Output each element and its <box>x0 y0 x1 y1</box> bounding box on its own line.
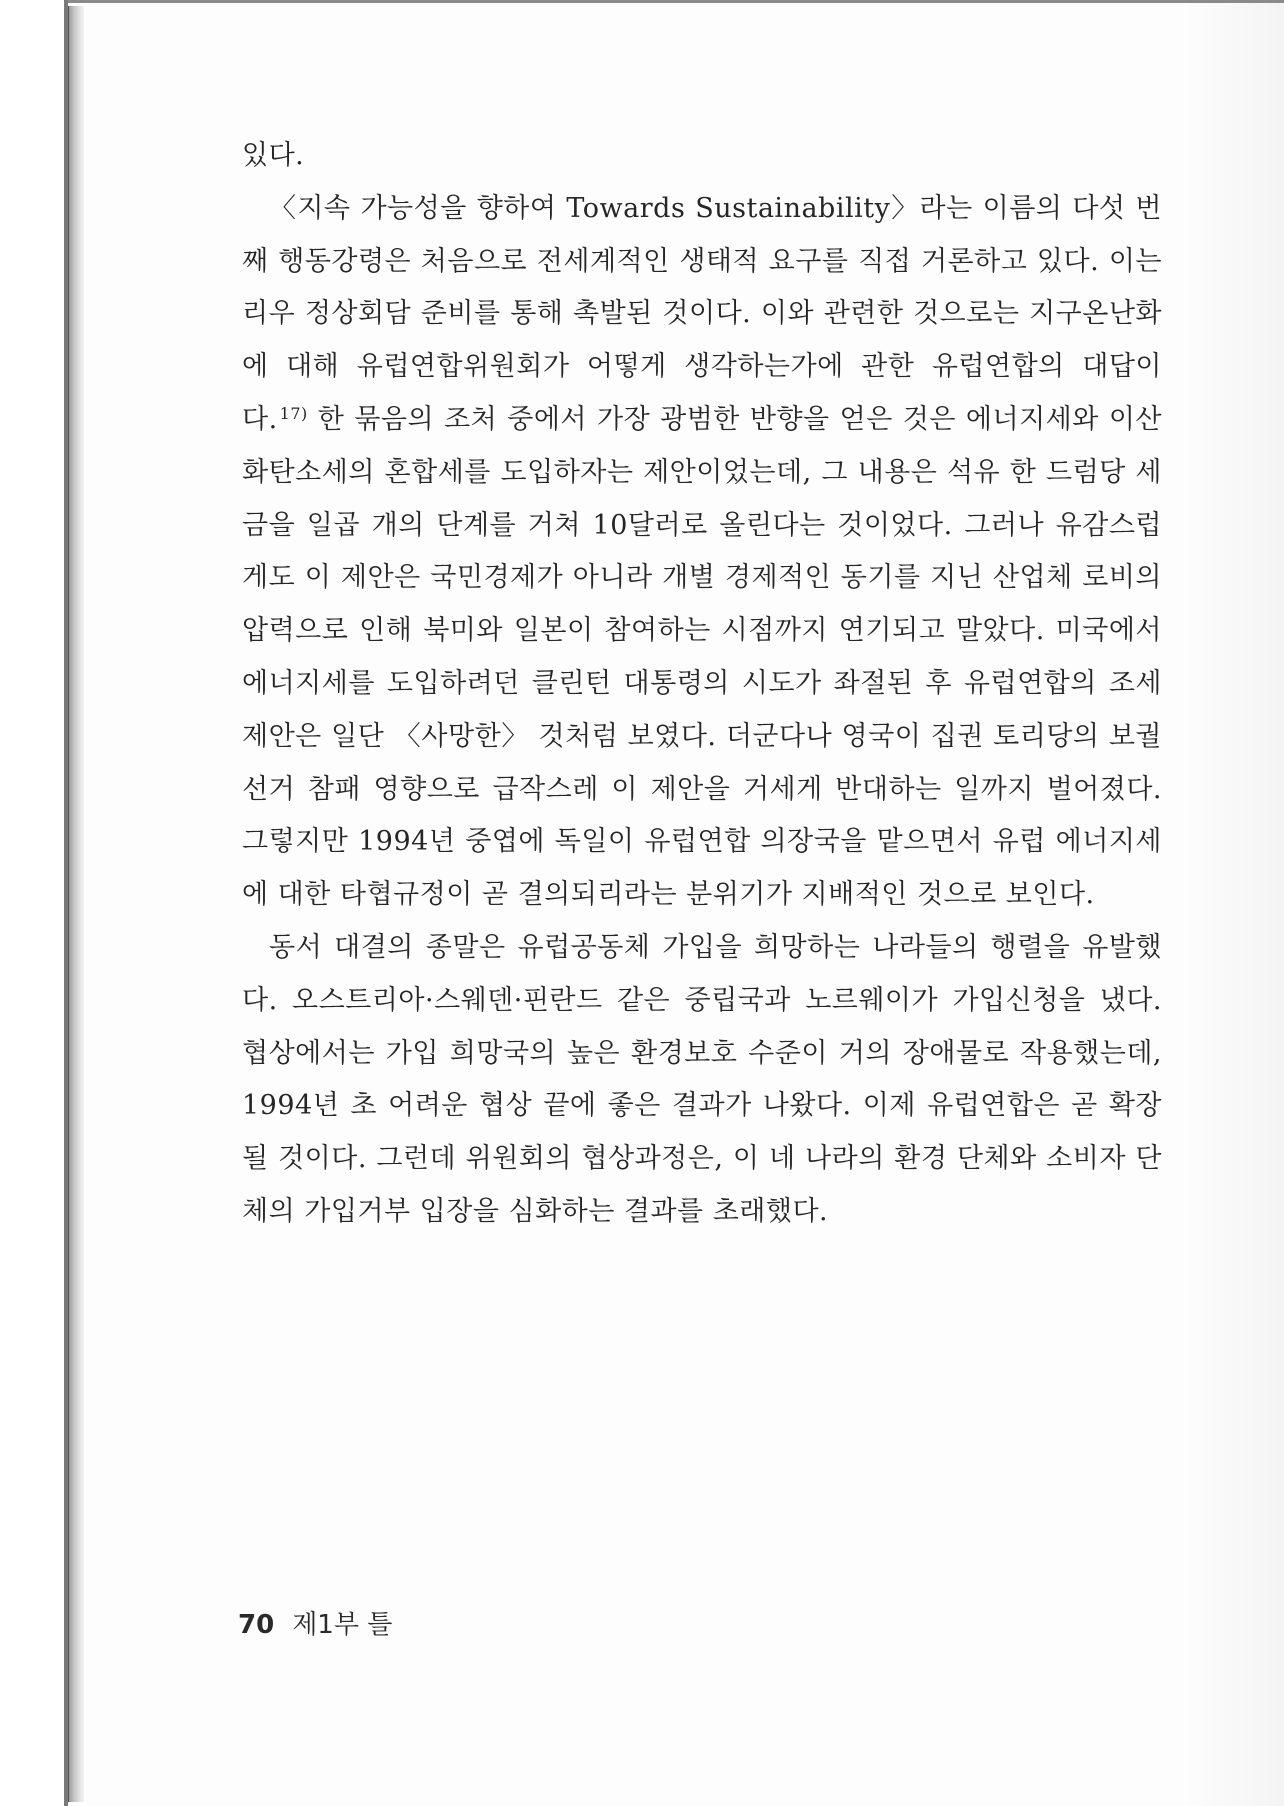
paragraph-2-text-continued: 한 묶음의 조처 중에서 가장 광범한 반향을 얻은 것은 에너지세와 이산화탄소세의 혼합세를 도입하자는 제안이었는데, 그 내용은 석유 한 드럼당 세금을 일곱 개의 단계를 거쳐 10달러로 올린다는 것이었다. 그러나 유감스럽게도 이 제안은 국민경제가 아니라 개별 경제적인 동기를 지닌 산업체 로비의 압력으로 인해 북미와 일본이 참여하는 시점까지 연기되고 말았다. 미국에서 에너지세를 도입하려던 클린턴 대통령의 시도가 좌절된 후 유럽연합의 조세 제안은 일단 〈사망한〉 것처럼 보였다. 더군다나 영국이 집권 토리당의 보궐선거 참패 영향으로 급작스레 이 제안을 거세게 반대하는 일까지 벌어졌다. 그렇지만 1994년 중엽에 독일이 유럽연합 의장국을 맡으면서 유럽 에너지세에 대한 타협규정이 곧 결의되리라는 분위기가 지배적인 것으로 보인다. <box>242 403 1162 911</box>
page-footer <box>238 1604 392 1641</box>
paragraph-3 <box>242 922 1162 1239</box>
paragraph-2-text: 〈지속 가능성을 향하여 Towards Sustainability〉라는 이름의 다섯 번째 행동강령은 처음으로 전세계적인 생태적 요구를 직접 거론하고 있다. 이는 리우 정상회담 준비를 통해 촉발된 것이다. 이와 관련한 것으로는 지구온난화에 대해 유럽연합위원회가 어떻게 생각하는가에 관한 유럽연합의 대답이다. <box>242 192 1162 435</box>
paragraph-2 <box>242 183 1162 922</box>
page-number: 70 <box>238 1610 275 1640</box>
body-text <box>242 130 1162 1239</box>
footnote-reference[interactable]: 17) <box>279 403 308 423</box>
page-stack-edge <box>68 6 85 1802</box>
page-shade <box>1184 3 1284 1806</box>
paragraph-3-text: 동서 대결의 종말은 유럽공동체 가입을 희망하는 나라들의 행렬을 유발했다. 오스트리아·스웨덴·핀란드 같은 중립국과 노르웨이가 가입신청을 냈다. 협상에서는 가입 희망국의 높은 환경보호 수준이 거의 장애물로 작용했는데, 1994년 초 어려운 협상 끝에 좋은 결과가 나왔다. 이제 유럽연합은 곧 확장될 것이다. 그런데 위원회의 협상과정은, 이 네 나라의 환경 단체와 소비자 단체의 가입거부 입장을 심화하는 결과를 초래했다. <box>242 931 1162 1227</box>
paragraph-1 <box>242 130 1162 183</box>
running-footer-section: 제1부 틀 <box>292 1610 393 1640</box>
paragraph-1-text: 있다. <box>242 140 305 171</box>
